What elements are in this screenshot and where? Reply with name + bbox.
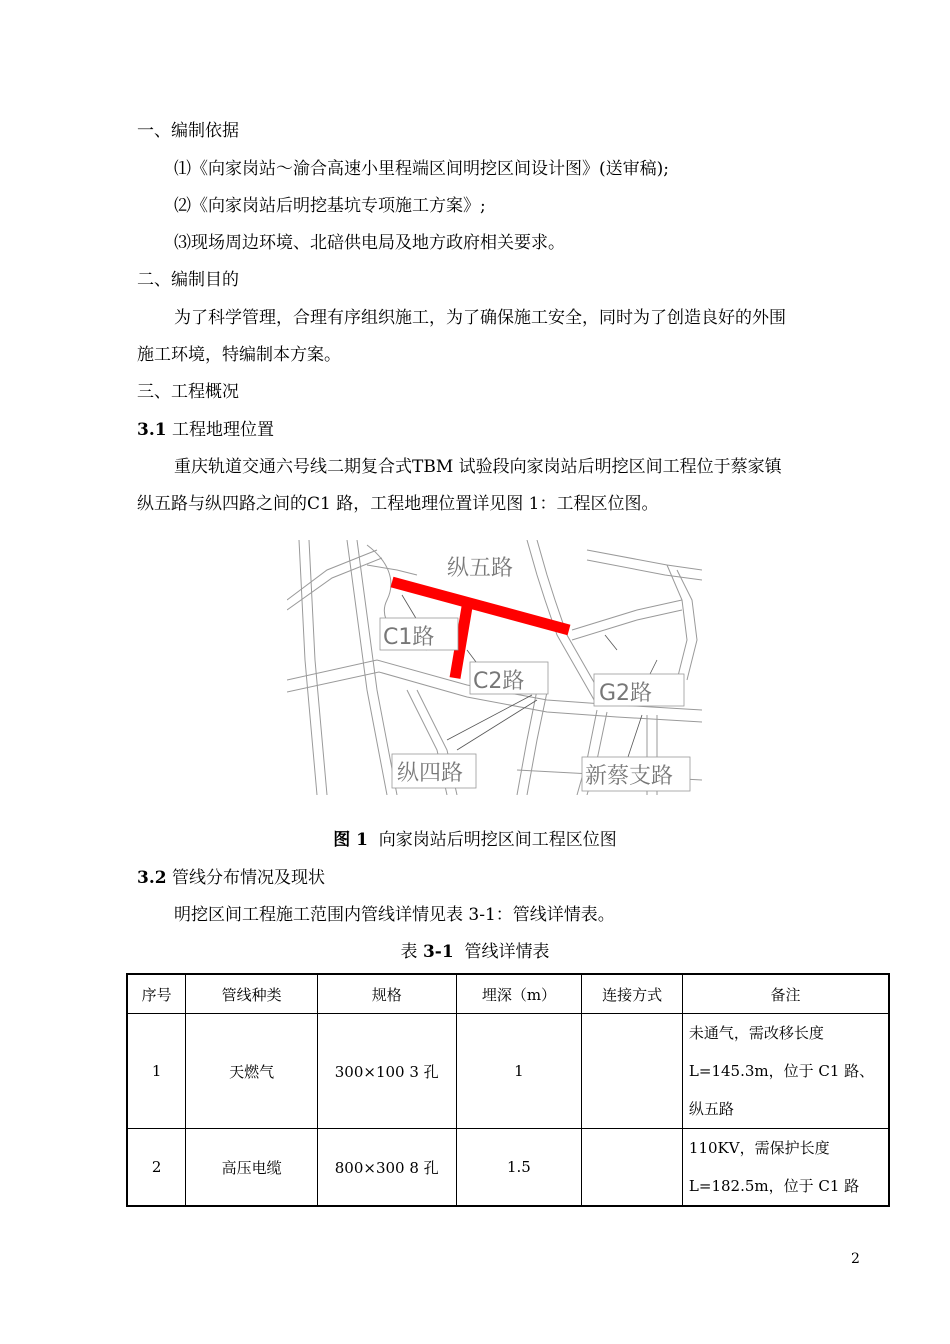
subsection-3-2-heading xyxy=(137,866,325,890)
section3-heading: 三、工程概况 xyxy=(137,382,239,402)
cell-note xyxy=(682,1014,889,1129)
cell-spec: 300×100 3 孔 xyxy=(317,1014,456,1129)
map-label-zongsi-road: 纵四路 xyxy=(397,761,464,786)
map-label-xincai-branch-road: 新蔡支路 xyxy=(585,764,674,789)
table-caption-text: 管线详情表 xyxy=(464,942,550,962)
basis-item-2: ⑵《向家岗站后明挖基坑专项施工方案》; xyxy=(174,196,486,216)
subsection-3-1-heading xyxy=(137,418,274,442)
column-header-depth: 埋深（m） xyxy=(456,974,582,1014)
figure-caption-text: 向家岗站后明挖区间工程区位图 xyxy=(378,830,617,850)
pipeline-table xyxy=(126,973,890,1207)
subsection-title: 工程地理位置 xyxy=(171,420,274,440)
cell-type: 高压电缆 xyxy=(186,1129,318,1207)
cell-depth: 1.5 xyxy=(456,1129,582,1207)
note-line: L=182.5m，位于 C1 路 xyxy=(688,1177,860,1195)
table-row xyxy=(127,1014,889,1129)
cell-connection xyxy=(582,1129,683,1207)
purpose-paragraph-line2: 施工环境，特编制本方案。 xyxy=(137,345,341,365)
table-caption-prefix: 表 xyxy=(400,942,418,962)
note-line: 未通气，需改移长度 xyxy=(688,1024,824,1042)
note-line: L=145.3m，位于 C1 路、 xyxy=(688,1062,875,1080)
page-number: 2 xyxy=(851,1251,860,1267)
table-row xyxy=(127,1129,889,1207)
column-header-no: 序号 xyxy=(127,974,186,1014)
column-header-spec: 规格 xyxy=(317,974,456,1014)
cell-depth: 1 xyxy=(456,1014,582,1129)
subsection-title: 管线分布情况及现状 xyxy=(171,868,325,888)
note-line: 纵五路 xyxy=(688,1100,734,1118)
map-label-c2-road: C2路 xyxy=(473,669,525,694)
table-caption-number: 3-1 xyxy=(422,942,454,962)
map-label-zongwu-road: 纵五路 xyxy=(447,556,514,581)
map-label-g2-road: G2路 xyxy=(599,681,653,706)
basis-item-1: ⑴《向家岗站～渝合高速小里程端区间明挖区间设计图》(送审稿); xyxy=(174,159,669,179)
table-caption xyxy=(0,940,950,964)
cell-spec: 800×300 8 孔 xyxy=(317,1129,456,1207)
note-line: 110KV，需保护长度 xyxy=(688,1139,830,1157)
location-paragraph-line2: 纵五路与纵四路之间的C1 路，工程地理位置详见图 1：工程区位图。 xyxy=(137,494,659,514)
column-header-note: 备注 xyxy=(682,974,889,1014)
column-header-connection: 连接方式 xyxy=(582,974,683,1014)
table-header-row xyxy=(127,974,889,1014)
pipeline-paragraph: 明挖区间工程施工范围内管线详情见表 3-1：管线详情表。 xyxy=(174,905,615,925)
map-label-c1-road: C1路 xyxy=(383,625,435,650)
cell-no: 2 xyxy=(127,1129,186,1207)
section1-heading: 一、编制依据 xyxy=(137,121,239,141)
figure-caption-number: 图 1 xyxy=(333,830,368,850)
cell-type: 天燃气 xyxy=(186,1014,318,1129)
cell-connection xyxy=(582,1014,683,1129)
subsection-number: 3.2 xyxy=(137,868,167,888)
column-header-type: 管线种类 xyxy=(186,974,318,1014)
subsection-number: 3.1 xyxy=(137,420,167,440)
figure-caption xyxy=(0,828,950,852)
cell-note xyxy=(682,1129,889,1207)
basis-item-3: ⑶现场周边环境、北碚供电局及地方政府相关要求。 xyxy=(174,233,565,253)
cell-no: 1 xyxy=(127,1014,186,1129)
location-map xyxy=(287,540,702,795)
location-paragraph-line1: 重庆轨道交通六号线二期复合式TBM 试验段向家岗站后明挖区间工程位于蔡家镇 xyxy=(174,457,782,477)
purpose-paragraph-line1: 为了科学管理，合理有序组织施工，为了确保施工安全，同时为了创造良好的外围 xyxy=(174,308,786,328)
section2-heading: 二、编制目的 xyxy=(137,270,239,290)
